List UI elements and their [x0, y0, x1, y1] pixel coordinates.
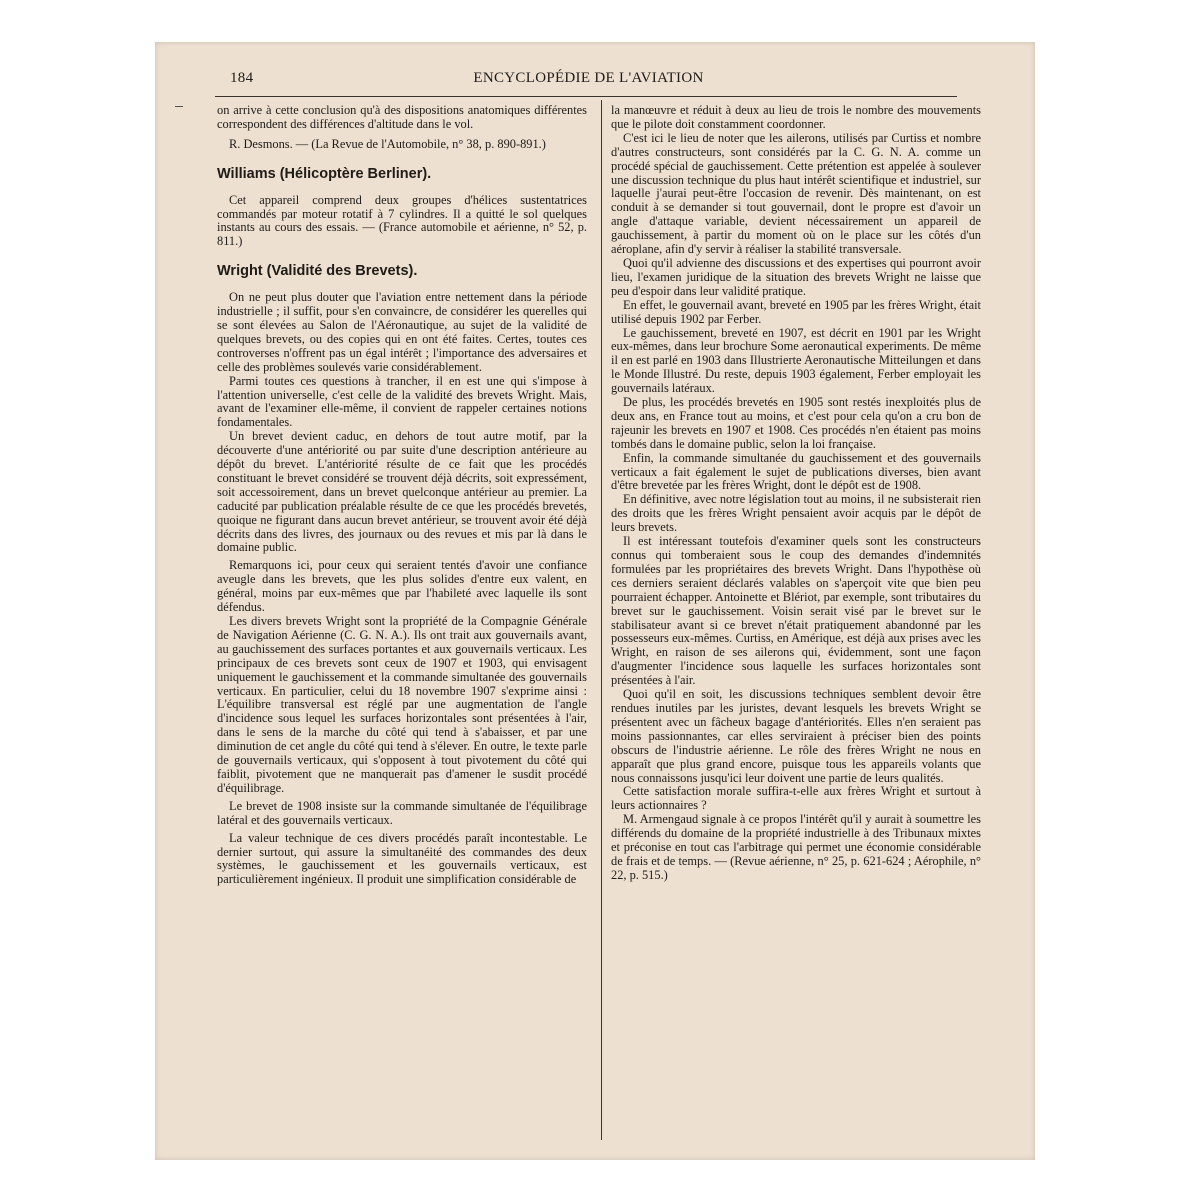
- paragraph: Le gauchissement, breveté en 1907, est décrit en 1901 par les Wright eux-mêmes, dans leur brochure Some aeronautical experiments. De même il en est parlé en 1903 dans Illustrierte Aeronautische Mitteilungen et dans le Monde Illustré. Du reste, depuis 1903 également, Ferber employait les gouvernails latéraux.: [611, 325, 981, 396]
- paragraph: Il est intéressant toutefois d'examiner quels sont les constructeurs connus qui tomberaient sous le coup des demandes d'indemnités formulées par les propriétaires des brevets Wright. Dans l'hypothèse où ces derniers seraient déclarés valables on s'aperçoit vite que bien peu pourraient échapper. Antoinette et Blériot, par exemple, sont tributaires du brevet sur le gauchissement. Voisin serait visé par le brevet sur le stabilisateur avant si ce brevet n'était pratiquement abandonné par les possesseurs eux-mêmes. Curtiss, en Amérique, est déjà aux prises avec les Wright, en raison de ses ailerons qui, évidemment, sont une façon d'augmenter l'incidence sous laquelle les surfaces horizontales sont présentées à l'air.: [611, 534, 981, 688]
- citation: R. Desmons. — (La Revue de l'Automobile, n° 38, p. 890-891.): [229, 136, 546, 151]
- paragraph: En définitive, avec notre législation tout au moins, il ne subsisterait rien des droits que les frères Wright pensaient avoir acquis par le dépôt de leurs brevets.: [611, 492, 981, 535]
- page-header: [230, 70, 947, 92]
- paragraph: On ne peut plus douter que l'aviation entre nettement dans la période industrielle ; il suffit, pour s'en convaincre, de considérer les querelles qui se sont élevées au Salon de l'Aéronautique, au sujet de la validité de quelques brevets, ou des copies qui en ont été faites. Certes, toutes ces controverses n'offrent pas un égal intérêt ; l'importance des adversaires et celle des problèmes soulevés varie considérablement.: [217, 290, 587, 374]
- paragraph: on arrive à cette conclusion qu'à des dispositions anatomiques différentes correspondent des différences d'altitude dans le vol.: [217, 103, 587, 131]
- paragraph: Cet appareil comprend deux groupes d'hélices sustentatrices commandés par moteur rotatif à 7 cylindres. Il a quitté le sol quelques instants au cours des essais. — (France automobile et aérienne, n° 52, p. 811.): [217, 192, 587, 249]
- paragraph: Cette satisfaction morale suffira-t-elle aux frères Wright et surtout à leurs actionnaires ?: [611, 784, 981, 813]
- paragraph: Quoi qu'il en soit, les discussions techniques semblent devoir être rendues inutiles par les juristes, devant lesquels les brevets Wright se présentent avec un fâcheux bagage d'antériorités. Elles n'en seraient pas moins passionnantes, car elles serviraient à préciser bien des points obscurs de l'industrie aérienne. Le rôle des frères Wright ne nous en apparaît que plus grand encore, puisque tous les appareils volants que nous connaissons jusqu'ici leur doivent une partie de leurs qualités.: [611, 687, 981, 785]
- paragraph: la manœuvre et réduit à deux au lieu de trois le nombre des mouvements que le pilote doit constamment coordonner.: [611, 103, 981, 131]
- paragraph: C'est ici le lieu de noter que les ailerons, utilisés par Curtiss et nombre d'autres constructeurs, sont considérés par la C. G. N. A. comme un procédé spécial de gauchissement. Cette prétention est appelée à soulever une discussion technique du plus haut intérêt scientifique et industriel, sur laquelle j'aurai peut-être l'occasion de revenir. Dès maintenant, on est conduit à se demander si tout gouvernail, dont le propre est d'avoir un angle d'attaque variable, devient nécessairement un appareil de gauchissement, à partir du moment où on le place sur les côtés d'un aéroplane, afin d'y servir à réaliser la stabilité transversale.: [611, 130, 981, 257]
- paragraph: De plus, les procédés brevetés en 1905 sont restés inexploités plus de deux ans, en France tout au moins, et c'est pour cela qu'on a cru bon de rajeunir les brevets en 1907 et 1908. Ces procédés n'en étaient pas moins tombés dans le domaine public, selon la loi française.: [611, 395, 981, 451]
- section-heading-williams: Williams (Hélicoptère Berliner).: [217, 165, 432, 182]
- paragraph: La valeur technique de ces divers procédés paraît incontestable. Le dernier surtout, qui assure la simultanéité des commandes des deux systèmes, le gauchissement et les gouvernails verticaux, est particulièrement ingénieux. Il produit une simplification considérable de: [217, 830, 587, 887]
- document-page: [155, 42, 1035, 1160]
- page-number: 184: [230, 70, 254, 86]
- paragraph: M. Armengaud signale à ce propos l'intérêt qu'il y aurait à soumettre les différends du domaine de la propriété industrielle à des Tribunaux mixtes et préconise en tout cas l'arbitrage qui permet une économie considérable de frais et de temps. — (Revue aérienne, n° 25, p. 621-624 ; Aérophile, n° 22, p. 515.): [611, 812, 981, 882]
- paragraph: En effet, le gouvernail avant, breveté en 1905 par les frères Wright, était utilisé depuis 1902 par Ferber.: [611, 297, 981, 326]
- paragraph: Enfin, la commande simultanée du gauchissement et des gouvernails verticaux a fait également le sujet de publications diverses, bien avant d'être brevetée par les frères Wright, dont le dépôt est de 1908.: [611, 450, 981, 493]
- paragraph: Parmi toutes ces questions à trancher, il en est une qui s'impose à l'attention universelle, c'est celle de la validité des brevets Wright. Mais, avant de l'examiner elle-même, il convient de rappeler certaines notions fondamentales.: [217, 373, 587, 430]
- paragraph: Les divers brevets Wright sont la propriété de la Compagnie Générale de Navigation Aérienne (C. G. N. A.). Ils ont trait aux gouvernails avant, au gauchissement des surfaces portantes et aux gouvernails verticaux. Les principaux de ces brevets sont ceux de 1907 et 1903, qui envisagent uniquement le gauchissement et la commande simultanée des gouvernails verticaux. En particulier, celui du 18 novembre 1907 s'exprime ainsi : L'équilibre transversal est réglé par une augmentation de l'angle d'incidence sous lequel les surfaces horizontales sont présentées à l'air, dans le sens de la marche du côté qui tend à s'abaisser, et par une diminution de cet angle du côté qui tend à s'élever. En outre, le texte parle de gouvernails verticaux, qui s'opposent à tout pivotement du côté qui faiblit, pivotement que ne manquerait pas d'amener le susdit procédé d'équilibrage.: [217, 614, 587, 795]
- paragraph: Un brevet devient caduc, en dehors de tout autre motif, par la découverte d'une antériorité ou par suite d'une description antérieure au dépôt du brevet. L'antériorité résulte de ce fait que les procédés constituant le brevet considéré se trouvent déjà décrits, soit expressément, soit accessoirement, dans un brevet quelconque antérieur au premier. La caducité par publication préalable résulte de ce que les procédés brevetés, quoique ne figurant dans aucun brevet antérieur, se trouvent avoir été déjà décrits dans des livres, des journaux ou des revues et mis par là dans le domaine public.: [217, 429, 587, 555]
- running-title: ENCYCLOPÉDIE DE L'AVIATION: [473, 70, 704, 86]
- paragraph: Le brevet de 1908 insiste sur la commande simultanée de l'équilibrage latéral et des gouvernails verticaux.: [217, 798, 587, 827]
- header-rule: [215, 96, 957, 97]
- left-column: [217, 104, 587, 887]
- margin-mark: [175, 106, 183, 107]
- column-divider: [601, 100, 602, 1140]
- section-heading-wright: Wright (Validité des Brevets).: [217, 263, 418, 280]
- paragraph: Remarquons ici, pour ceux qui seraient tentés d'avoir une confiance aveugle dans les brevets, que les plus solides d'entre eux valent, en général, moins par eux-mêmes que par l'habileté avec laquelle ils sont défendus.: [217, 558, 587, 615]
- right-column: [611, 104, 981, 883]
- paragraph: Quoi qu'il advienne des discussions et des expertises qui pourront avoir lieu, l'examen juridique de la situation des brevets Wright ne laisse que peu d'espoir dans leur validité pratique.: [611, 255, 981, 298]
